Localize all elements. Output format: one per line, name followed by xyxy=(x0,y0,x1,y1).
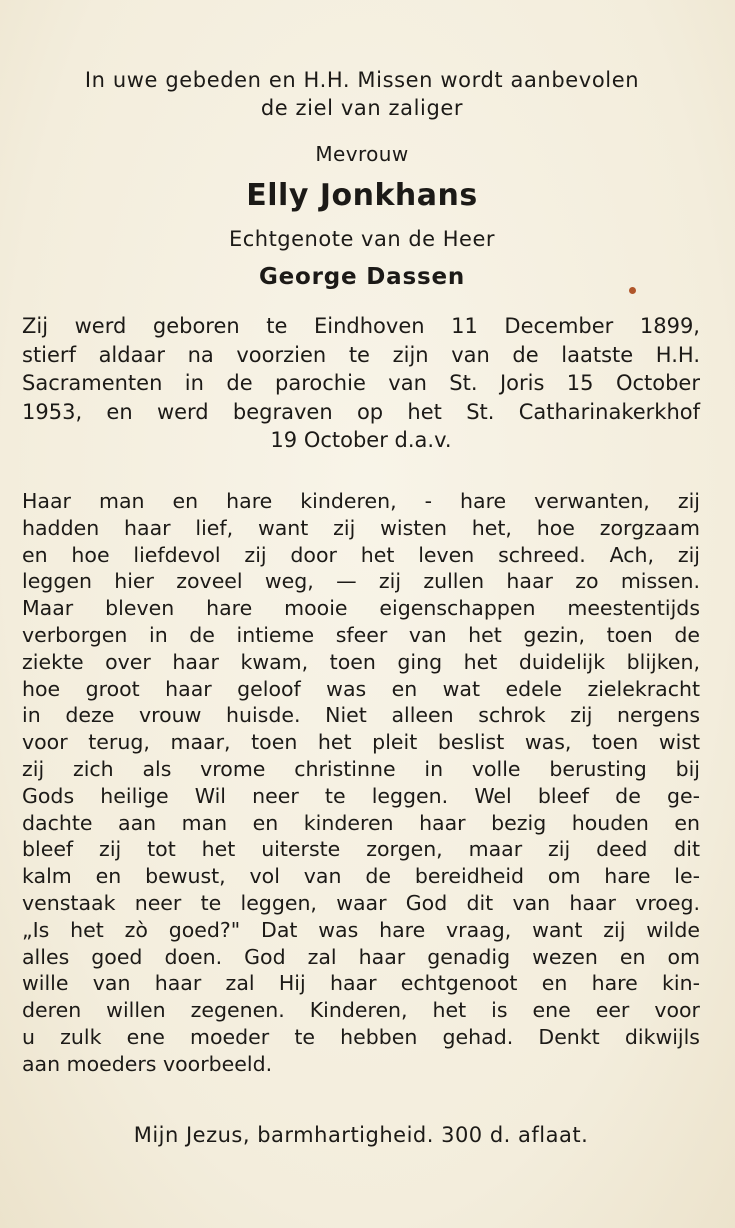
tribute-line: Maar bleven hare mooie eigenschappen meestentijds xyxy=(22,596,700,621)
tribute-line: leggen hier zoveel weg, — zij zullen haar zo missen. xyxy=(22,569,700,594)
intro-text xyxy=(22,66,702,122)
spouse-label: Echtgenote van de Heer xyxy=(228,227,496,251)
tribute-line: bleef zij tot het uiterste zorgen, maar zij deed dit xyxy=(22,837,700,862)
tribute-line: verborgen in de intieme sfeer van het gezin, toen de xyxy=(22,622,700,647)
tribute-line: u zulk ene moeder te hebben gehad. Denkt dikwijls xyxy=(22,1024,700,1049)
tribute-line: aan moeders voorbeeld. xyxy=(22,1051,273,1076)
tribute-line: dachte aan man en kinderen haar bezig houden en xyxy=(22,810,700,835)
tribute-line: in deze vrouw huisde. Niet alleen schrok zij nergens xyxy=(22,703,700,728)
tribute-paragraph xyxy=(22,488,700,1078)
bio-line: Zij werd geboren te Eindhoven 11 December 1899, xyxy=(22,314,700,338)
bio-line: stierf aldaar na voorzien te zijn van de laatste H.H. xyxy=(22,342,700,367)
bio-line: 1953, en werd begraven op het St. Catharinakerkhof xyxy=(22,399,700,424)
tribute-line: en hoe liefdevol zij door het leven schreed. Ach, zij xyxy=(22,542,700,567)
tribute-line: kalm en bewust, vol van de bereidheid om hare le- xyxy=(22,864,700,889)
tribute-line: hoe groot haar geloof was en wat edele zielekracht xyxy=(22,676,700,701)
intro-line: In uwe gebeden en H.H. Missen wordt aanbevolen xyxy=(84,68,640,92)
tribute-line: hadden haar lief, want zij wisten het, hoe zorgzaam xyxy=(22,515,700,540)
tribute-line: deren willen zegenen. Kinderen, het is ene eer voor xyxy=(22,998,700,1023)
title-prefix: Mevrouw xyxy=(315,142,409,166)
tribute-line: ziekte over haar kwam, toen ging het duidelijk blijken, xyxy=(22,649,700,674)
tribute-line: zij zich als vrome christinne in volle berusting bij xyxy=(22,756,700,781)
bio-line: Sacramenten in de parochie van St. Joris 15 October xyxy=(22,371,700,395)
tribute-line: Haar man en hare kinderen, - hare verwanten, zij xyxy=(22,489,700,513)
ink-spot xyxy=(629,287,636,294)
deceased-name: Elly Jonkhans xyxy=(246,178,478,213)
prayer-indulgence: Mijn Jezus, barmhartigheid. 300 d. aflaat. xyxy=(133,1123,589,1147)
bio-line: 19 October d.a.v. xyxy=(270,428,452,452)
tribute-line: Gods heilige Wil neer te leggen. Wel bleef de ge- xyxy=(22,783,700,808)
tribute-line: „Is het zò goed?" Dat was hare vraag, want zij wilde xyxy=(22,917,700,942)
tribute-line: voor terug, maar, toen het pleit beslist was, toen wist xyxy=(22,730,700,755)
tribute-line: alles goed doen. God zal haar genadig wezen en om xyxy=(22,944,700,969)
tribute-line: wille van haar zal Hij haar echtgenoot en hare kin- xyxy=(22,971,700,996)
tribute-line: venstaak neer te leggen, waar God dit van haar vroeg. xyxy=(22,890,700,915)
intro-line: de ziel van zaliger xyxy=(260,96,464,120)
spouse-name: George Dassen xyxy=(258,264,466,290)
bio-paragraph xyxy=(22,312,700,455)
